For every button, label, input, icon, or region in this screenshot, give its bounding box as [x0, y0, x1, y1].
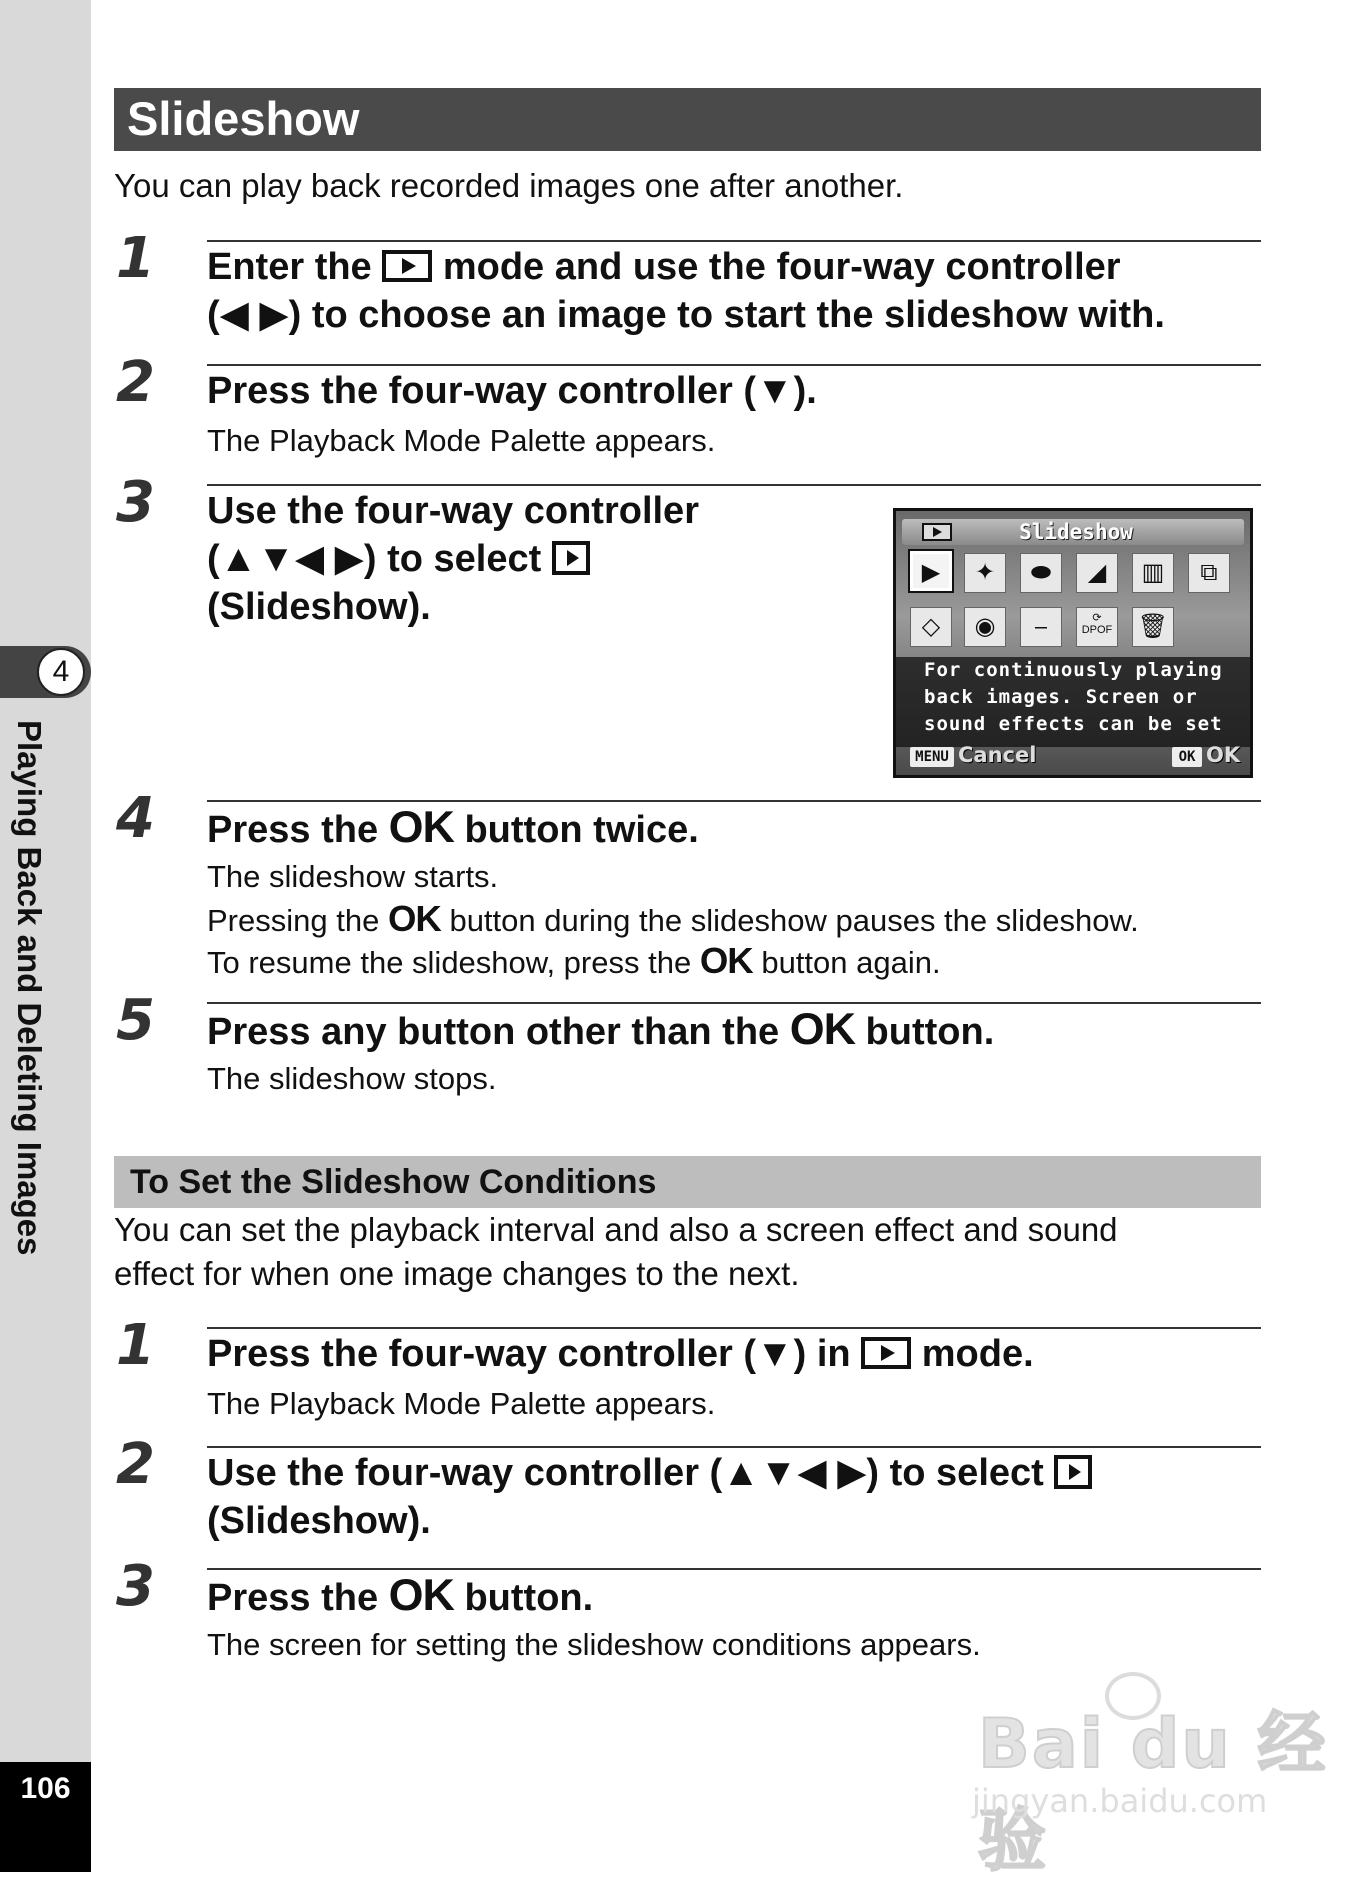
step-body-text: Pressing the: [207, 903, 380, 938]
step-body: The slideshow stops.: [207, 1061, 497, 1096]
step-heading-line2: (◀ ▶) to choose an image to start the slideshow with.: [207, 294, 1165, 336]
ok-button-glyph: OK: [388, 801, 454, 852]
step-number: 5: [116, 988, 155, 1053]
rotate-icon[interactable]: ◇: [910, 607, 952, 647]
step-divider: [207, 484, 1261, 486]
subsection-intro: You can set the playback interval and also a screen effect and sound: [114, 1211, 1118, 1248]
step-heading: [207, 1571, 593, 1622]
baidu-watermark-logo: Bai du 经验: [978, 1705, 1328, 1881]
step-heading-text: Enter the: [207, 246, 372, 288]
camera-description-line: For continuously playing: [924, 659, 1223, 681]
playback-mode-icon: [861, 1337, 911, 1369]
ok-button-glyph: OK: [388, 1569, 454, 1620]
step-number: 2: [116, 350, 155, 415]
step-heading: Press the four-way controller (▼).: [207, 370, 817, 412]
step-number: 1: [116, 1313, 155, 1378]
playback-mode-icon: [382, 250, 432, 282]
cropping-icon[interactable]: ▥: [1132, 553, 1174, 593]
digital-filter-icon[interactable]: ✦: [964, 553, 1006, 593]
eye-brush-icon[interactable]: ◉: [964, 607, 1006, 647]
cancel-label[interactable]: Cancel: [958, 743, 1037, 767]
step-heading-line3: (Slideshow).: [207, 586, 431, 628]
step-heading: [207, 803, 699, 854]
baidu-watermark-url: jingyan.baidu.com: [972, 1782, 1268, 1820]
step-divider: [207, 240, 1261, 242]
step-heading: [207, 1449, 1092, 1497]
step-heading-text: button twice.: [464, 809, 699, 851]
ok-button-glyph: OK: [789, 1003, 855, 1054]
step-heading-text: Use the four-way controller (▲▼◀ ▶) to select: [207, 1452, 1044, 1494]
dpof-icon[interactable]: ⟳ DPOF: [1076, 607, 1118, 647]
resize-icon[interactable]: ◢: [1076, 553, 1118, 593]
step-heading-text: (▲▼◀ ▶) to select: [207, 538, 542, 580]
step-number: 3: [116, 470, 155, 535]
step-body: The slideshow starts.: [207, 859, 499, 894]
ok-button-glyph: OK: [387, 898, 441, 939]
step-number: 4: [116, 786, 155, 851]
step-heading: Use the four-way controller: [207, 490, 699, 532]
slideshow-icon: [1054, 1455, 1092, 1489]
step-heading: [207, 1005, 994, 1056]
step-heading-text: button.: [464, 1577, 594, 1619]
ok-key: OK: [1172, 747, 1202, 767]
step-body: [207, 897, 1139, 942]
subsection-intro: effect for when one image changes to the next.: [114, 1255, 800, 1292]
recover-delete-icon[interactable]: 🗑: [1132, 607, 1174, 647]
step-body-text: button again.: [761, 945, 941, 980]
step-body: The Playback Mode Palette appears.: [207, 1386, 716, 1421]
chapter-title: Playing Back and Deleting Images: [11, 720, 48, 1256]
step-body-text: button during the slideshow pauses the slideshow.: [449, 903, 1139, 938]
step-heading-line2: [207, 535, 590, 583]
page-number: 106: [20, 1772, 71, 1805]
step-heading-text: mode.: [921, 1333, 1034, 1375]
chapter-number: 4: [37, 648, 85, 696]
slideshow-icon[interactable]: ▶: [910, 551, 952, 591]
step-divider: [207, 1568, 1261, 1570]
slideshow-icon: [552, 541, 590, 575]
dpof-label: DPOF: [1081, 624, 1113, 636]
subsection-title: To Set the Slideshow Conditions: [130, 1163, 657, 1201]
step-divider: [207, 364, 1261, 366]
ok-label[interactable]: OK: [1206, 743, 1241, 767]
ok-button-glyph: OK: [699, 940, 753, 981]
image-copy-icon[interactable]: ⧉: [1188, 553, 1230, 593]
step-divider: [207, 800, 1261, 802]
menu-key: MENU: [910, 747, 954, 767]
step-heading-text: Press any button other than the: [207, 1011, 780, 1053]
step-body: The screen for setting the slideshow conditions appears.: [207, 1627, 981, 1662]
step-heading: [207, 1330, 1034, 1378]
step-number: 1: [116, 226, 155, 291]
step-body-text: To resume the slideshow, press the: [207, 945, 692, 980]
step-heading-line2: (Slideshow).: [207, 1500, 431, 1542]
camera-description-line: back images. Screen or: [924, 686, 1198, 708]
red-eye-icon[interactable]: ⬬: [1020, 553, 1062, 593]
step-number: 2: [116, 1432, 155, 1497]
camera-description-line: sound effects can be set: [924, 713, 1223, 735]
step-divider: [207, 1327, 1261, 1329]
step-divider: [207, 1446, 1261, 1448]
camera-screen-title: Slideshow: [1019, 520, 1133, 544]
step-body: The Playback Mode Palette appears.: [207, 423, 716, 458]
step-divider: [207, 1002, 1261, 1004]
step-body: [207, 939, 941, 984]
step-number: 3: [116, 1554, 155, 1619]
camera-screen: [893, 508, 1253, 778]
protect-key-icon[interactable]: ⎯: [1020, 607, 1062, 647]
section-title: Slideshow: [127, 92, 360, 145]
step-heading: [207, 243, 1121, 291]
step-heading-text: mode and use the four-way controller: [442, 246, 1121, 288]
step-heading-text: Press the: [207, 809, 379, 851]
step-heading-text: button.: [865, 1011, 995, 1053]
step-heading-text: Press the four-way controller (▼) in: [207, 1333, 851, 1375]
section-intro: You can play back recorded images one after another.: [114, 167, 904, 204]
step-heading-text: Press the: [207, 1577, 379, 1619]
